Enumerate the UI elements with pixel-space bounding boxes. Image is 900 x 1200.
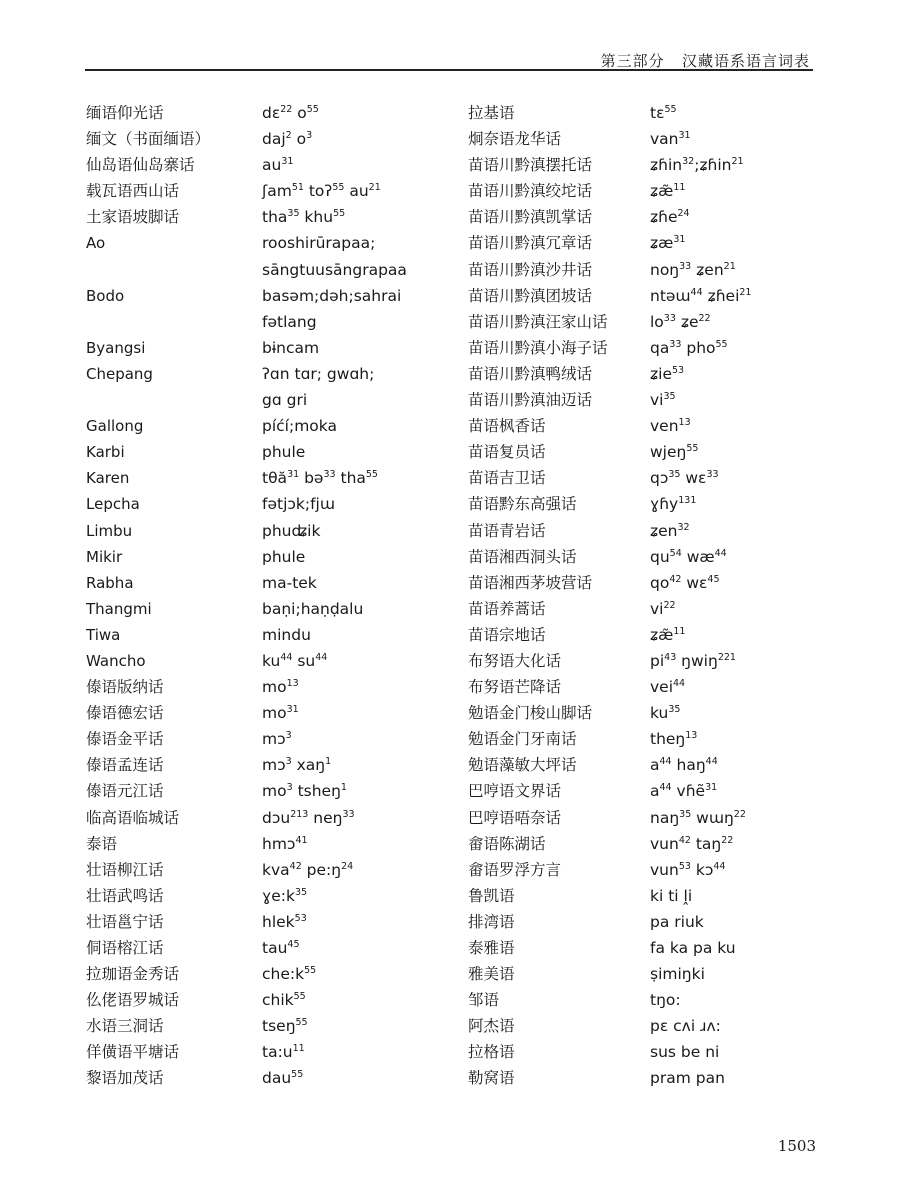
word-form: naŋ$^{35}$ wɯŋ$^{22}$ bbox=[650, 808, 746, 827]
language-name: 苗语青岩话 bbox=[468, 521, 546, 540]
language-name: 勒窝语 bbox=[468, 1069, 515, 1088]
language-name: 壮语柳江话 bbox=[86, 860, 164, 879]
word-form: bɨncam bbox=[262, 338, 320, 357]
language-name: 畲语罗浮方言 bbox=[468, 860, 562, 879]
word-form: $vi^{35}$ bbox=[650, 390, 676, 410]
language-name: 苗语川黔滇汪家山话 bbox=[468, 312, 608, 331]
language-name: 泰雅语 bbox=[468, 939, 515, 957]
language-name: 苗语吉卫话 bbox=[468, 469, 546, 488]
word-form: tseŋ$^{55}$ bbox=[262, 1017, 308, 1036]
language-name: 苗语宗地话 bbox=[468, 625, 546, 644]
word-form: pa riuk bbox=[650, 912, 704, 931]
language-name: Limbu bbox=[86, 521, 133, 540]
language-name: 苗语川黔滇摆托话 bbox=[468, 156, 593, 175]
word-form: ʑɦin$^{32}$;ʑɦin$^{21}$ bbox=[650, 156, 744, 175]
word-form: vei$^{44}$ bbox=[650, 677, 686, 697]
word-form: vun$^{42}$ taŋ$^{22}$ bbox=[650, 834, 734, 853]
language-name: 土家语坡脚话 bbox=[86, 208, 180, 227]
word-form: basəm;dəh;sahrai bbox=[262, 286, 402, 305]
language-name: 水语三洞话 bbox=[86, 1017, 164, 1036]
running-header bbox=[601, 50, 810, 71]
language-name: 畲语陈湖话 bbox=[468, 834, 546, 853]
header-section: 第三部分 bbox=[600, 52, 665, 70]
language-name: 雅美语 bbox=[468, 965, 515, 984]
language-name: 缅语仰光话 bbox=[86, 104, 164, 122]
language-name: Thangmi bbox=[86, 599, 152, 618]
right-form-column bbox=[650, 100, 830, 1092]
language-name: 泰语 bbox=[86, 834, 118, 853]
word-form: $mo^{31}$ bbox=[262, 704, 299, 723]
language-name: Lepcha bbox=[86, 495, 140, 514]
header-rule bbox=[85, 69, 813, 71]
word-form: $mo^3$ tsheŋ$^1$ bbox=[262, 782, 347, 801]
language-name bbox=[86, 387, 256, 413]
word-form: rooshirūrapaa; bbox=[262, 234, 376, 253]
language-name: 傣语德宏话 bbox=[86, 704, 164, 723]
language-name: Chepang bbox=[86, 364, 153, 383]
word-form: $qu^{54}$ $wæ^{44}$ bbox=[650, 547, 727, 566]
language-name: 拉基语 bbox=[468, 104, 515, 122]
word-form: tθă$^{31}$ bə$^{33}$ tha$^{55}$ bbox=[262, 469, 378, 488]
word-form: $che:k^{55}$ bbox=[262, 964, 317, 984]
language-name: 拉格语 bbox=[468, 1043, 515, 1062]
word-form: tha$^{35}$ khu$^{55}$ bbox=[262, 208, 346, 227]
word-form: hlek$^{53}$ bbox=[262, 912, 307, 931]
word-form: dɛ$^{22}$ $o^{55}$ bbox=[262, 103, 319, 122]
word-form: $a^{44}$ vɦẽ$^{31}$ bbox=[650, 782, 718, 801]
language-name: 壮语武鸣话 bbox=[86, 886, 164, 905]
word-form: pram pan bbox=[650, 1069, 725, 1088]
word-form: $a^{44}$ haŋ$^{44}$ bbox=[650, 756, 718, 775]
word-form: hmɔ$^{41}$ bbox=[262, 834, 308, 853]
left-form-column bbox=[262, 100, 457, 1092]
word-form: mɔ$^3$ bbox=[262, 730, 292, 749]
word-form: mɔ$^3$ xaŋ$^1$ bbox=[262, 756, 332, 775]
word-form: fa ka pa ku bbox=[650, 939, 736, 957]
language-name: 仫佬语罗城话 bbox=[86, 991, 180, 1010]
language-name: 苗语川黔滇鸭绒话 bbox=[468, 364, 593, 383]
language-name: 苗语养蒿话 bbox=[468, 599, 546, 618]
word-form: ʑie$^{53}$ bbox=[650, 364, 685, 383]
language-name: 苗语川黔滇小海子话 bbox=[468, 338, 608, 357]
language-name: 巴哼语唔奈话 bbox=[468, 808, 562, 827]
word-form: ntəɯ$^{44}$ ʑɦei$^{21}$ bbox=[650, 286, 752, 305]
word-form: fətjɔk;fjɯ bbox=[262, 495, 335, 514]
word-form: $vi^{22}$ bbox=[650, 599, 676, 618]
word-form: ṣimiŋki bbox=[650, 965, 705, 984]
word-form: baṇi;haṇḍalu bbox=[262, 599, 364, 618]
language-name: 布努语大化话 bbox=[468, 651, 562, 670]
word-form: $ku^{44}$ $su^{44}$ bbox=[262, 651, 328, 670]
language-name: Karbi bbox=[86, 443, 125, 462]
language-name: 勉语金门梭山脚话 bbox=[468, 704, 593, 723]
language-name: 侗语榕江话 bbox=[86, 939, 164, 957]
language-name: 巴哼语文界话 bbox=[468, 782, 562, 801]
word-form: qɔ$^{35}$ wɛ$^{33}$ bbox=[650, 469, 719, 488]
language-name: 苗语湘西茅坡营话 bbox=[468, 573, 593, 592]
language-name: Byangsi bbox=[86, 338, 146, 357]
word-form: dau$^{55}$ bbox=[262, 1069, 304, 1088]
language-name: Gallong bbox=[86, 417, 144, 436]
word-form: mindu bbox=[262, 625, 311, 644]
word-form: tɛ$^{55}$ bbox=[650, 103, 677, 122]
language-name: 傣语元江话 bbox=[86, 782, 164, 801]
header-title: 汉藏语系语言词表 bbox=[681, 52, 810, 70]
language-name: Tiwa bbox=[86, 625, 121, 644]
language-name: 载瓦语西山话 bbox=[86, 182, 180, 201]
language-name: 苗语黔东高强话 bbox=[468, 495, 577, 514]
language-name: 排湾语 bbox=[468, 912, 515, 931]
word-form: tŋo: bbox=[650, 991, 681, 1010]
word-form: theŋ$^{13}$ bbox=[650, 730, 698, 749]
word-form: tau$^{45}$ bbox=[262, 938, 300, 957]
word-form: phuʥik bbox=[262, 521, 321, 540]
language-name: 佯僙语平塘话 bbox=[86, 1043, 180, 1062]
language-name bbox=[86, 257, 256, 283]
word-form: vun$^{53}$ kɔ$^{44}$ bbox=[650, 860, 726, 879]
word-form: phule bbox=[262, 443, 306, 462]
word-form: daj$^2$ $o^3$ bbox=[262, 129, 313, 149]
word-form: $ta:u^{11}$ bbox=[262, 1043, 305, 1062]
word-form: ʑɦe$^{24}$ bbox=[650, 208, 690, 227]
language-name: 苗语川黔滇团坡话 bbox=[468, 286, 593, 305]
language-name bbox=[86, 309, 256, 335]
word-form: ʑen$^{32}$ bbox=[650, 521, 690, 540]
language-name: Mikir bbox=[86, 547, 123, 566]
word-form: ki ti ḽi bbox=[650, 886, 693, 905]
language-name: 苗语枫香话 bbox=[468, 417, 546, 436]
word-form: ʑæ̃$^{11}$ bbox=[650, 625, 686, 644]
language-name: Karen bbox=[86, 469, 130, 488]
language-name: 勉语金门牙南话 bbox=[468, 730, 577, 749]
word-form: dɔu$^{213}$ neŋ$^{33}$ bbox=[262, 808, 355, 827]
word-form: van$^{31}$ bbox=[650, 129, 691, 149]
language-name: 苗语川黔滇绞坨话 bbox=[468, 182, 593, 201]
word-form: gɑ gri bbox=[262, 391, 308, 410]
language-name: 邹语 bbox=[468, 991, 500, 1010]
language-name: 临高语临城话 bbox=[86, 808, 180, 827]
language-name: Wancho bbox=[86, 651, 146, 670]
word-form: ʃam$^{51}$ toʔ$^{55}$ $au^{21}$ bbox=[262, 182, 381, 201]
word-form: $ku^{35}$ bbox=[650, 704, 681, 723]
language-name: Rabha bbox=[86, 573, 134, 592]
language-name: 缅文（书面缅语） bbox=[86, 130, 211, 149]
language-name: 傣语金平话 bbox=[86, 730, 164, 749]
right-language-column bbox=[468, 100, 643, 1092]
language-name: 拉珈语金秀话 bbox=[86, 965, 180, 984]
language-name: 苗语川黔滇冗章话 bbox=[468, 234, 593, 253]
word-form: wjeŋ$^{55}$ bbox=[650, 443, 699, 462]
language-name: 苗语川黔滇凯掌话 bbox=[468, 208, 593, 227]
language-name: 傣语版纳话 bbox=[86, 678, 164, 697]
word-form: $qo^{42}$ wɛ$^{45}$ bbox=[650, 573, 720, 592]
language-name: 苗语川黔滇油迈话 bbox=[468, 391, 593, 410]
language-name: 苗语川黔滇沙井话 bbox=[468, 260, 593, 279]
language-name: 傣语孟连话 bbox=[86, 756, 164, 775]
word-form: ʑæ̃$^{11}$ bbox=[650, 182, 686, 201]
left-language-column bbox=[86, 100, 256, 1092]
language-name: 黎语加茂话 bbox=[86, 1069, 164, 1088]
word-form: kva$^{42}$ $pe:ŋ^{24}$ bbox=[262, 860, 354, 879]
word-form: $au^{31}$ bbox=[262, 156, 294, 175]
language-name: 布努语芒降话 bbox=[468, 678, 562, 697]
word-form: ʑæ$^{31}$ bbox=[650, 234, 686, 253]
word-form: sus be ni bbox=[650, 1043, 720, 1062]
word-form: $mo^{13}$ bbox=[262, 677, 299, 697]
word-form: $ɣe:k^{35}$ bbox=[262, 886, 308, 905]
page-number: 1503 bbox=[777, 1137, 816, 1155]
language-name: 苗语湘西洞头话 bbox=[468, 547, 577, 566]
language-name: 鲁凯语 bbox=[468, 886, 515, 905]
word-form: ʔɑn tɑr; gwɑh; bbox=[262, 364, 375, 383]
word-form: phule bbox=[262, 547, 306, 566]
word-form: pɛ cʌi ɹʌ: bbox=[650, 1017, 721, 1036]
word-form: ven$^{13}$ bbox=[650, 416, 691, 436]
language-name: 仙岛语仙岛寨话 bbox=[86, 156, 195, 175]
word-form: chik$^{55}$ bbox=[262, 991, 306, 1010]
word-form: ɣɦy$^{131}$ bbox=[650, 495, 697, 514]
language-name: 苗语复员话 bbox=[468, 443, 546, 462]
word-form: noŋ$^{33}$ ʑen$^{21}$ bbox=[650, 260, 736, 279]
word-form: fətlang bbox=[262, 312, 317, 331]
word-form: ma-tek bbox=[262, 573, 317, 592]
word-form: sāngtuusāngrapaa bbox=[262, 260, 407, 279]
language-name: Bodo bbox=[86, 286, 125, 305]
language-name: Ao bbox=[86, 234, 106, 253]
word-form: $pi^{43}$ ŋwiŋ$^{221}$ bbox=[650, 651, 736, 670]
language-name: 炯奈语龙华话 bbox=[468, 130, 562, 149]
word-form: $lo^{33}$ ʑe$^{22}$ bbox=[650, 312, 711, 331]
language-name: 勉语藻敏大坪话 bbox=[468, 756, 577, 775]
language-name: 壮语邕宁话 bbox=[86, 912, 164, 931]
language-name: 阿杰语 bbox=[468, 1017, 515, 1036]
word-form: $qa^{33}$ pho$^{55}$ bbox=[650, 338, 728, 357]
word-form: píćí;moka bbox=[262, 417, 337, 436]
